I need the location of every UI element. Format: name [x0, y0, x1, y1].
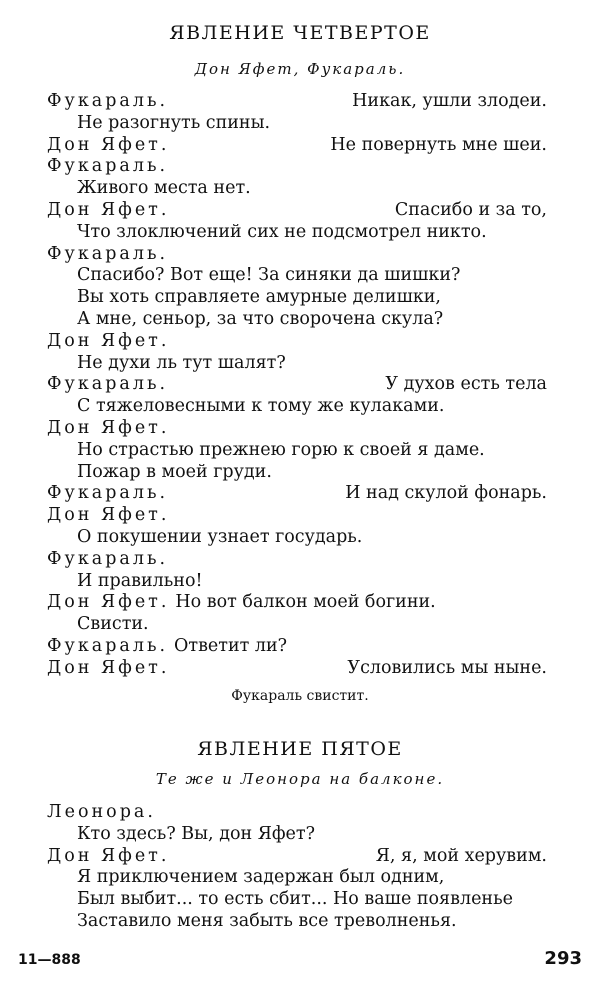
verse-line [47, 910, 547, 932]
speaker-name: Дон Яфет. [47, 505, 170, 526]
verse-line [47, 461, 547, 483]
speech-text: Что злоключений сих не подсмотрел никто. [77, 221, 487, 242]
speaker-name: Дон Яфет. [47, 200, 170, 220]
speech-text: Спасибо? Вот еще! За синяки да шишки? [77, 265, 461, 286]
speech-text: Я приключением задержан был одним, [77, 867, 445, 888]
speaker-name: Фукараль. [47, 91, 169, 111]
verse-line [47, 373, 547, 395]
verse-line [47, 591, 547, 613]
verse-line [47, 395, 547, 417]
verse-line [47, 482, 547, 504]
speech-text: Но страстью прежнею горю к своей я даме. [77, 439, 485, 460]
speaker-name: Фукараль. [47, 374, 169, 395]
speaker-name: Фукараль. [47, 243, 169, 264]
printer-signature: 11—888 [18, 952, 81, 968]
speech-text: Спасибо и за то, [394, 200, 547, 220]
speech-text: Никак, ушли злодеи. [352, 91, 547, 111]
verse-line [47, 352, 547, 374]
verse-line [47, 657, 547, 679]
verse-line [47, 823, 547, 845]
cast-list: Те же и Леонора на балконе. [155, 770, 445, 788]
verse-line [47, 134, 547, 156]
verse-line [47, 439, 547, 461]
speech-text: Но вот балкон моей богини. [175, 592, 436, 613]
verse-line [47, 866, 547, 888]
speaker-name: Фукараль. [47, 636, 169, 656]
stage-direction: Фукараль свистит. [231, 688, 369, 704]
verse-line [47, 221, 547, 243]
verse-line [47, 155, 547, 177]
verse-line [47, 308, 547, 330]
verse-line [47, 417, 547, 439]
verse-line [47, 613, 547, 635]
scene-title: ЯВЛЕНИЕ ЧЕТВЕРТОЕ [169, 22, 431, 44]
verse-line [47, 243, 547, 265]
verse-line [47, 177, 547, 199]
speech-text: Заставило меня забыть все треволненья. [77, 911, 457, 931]
speech-text: И над скулой фонарь. [345, 483, 547, 504]
speaker-name: Леонора. [47, 802, 156, 822]
verse-line [47, 635, 547, 657]
speaker-name: Дон Яфет. [47, 418, 170, 438]
speech-text: Условились мы ныне. [347, 657, 547, 678]
verse-line [47, 548, 547, 570]
speaker-name: Дон Яфет. [47, 592, 170, 613]
verse-line [47, 286, 547, 308]
speech-text: О покушении узнает государь. [77, 527, 363, 547]
speech-text: Не духи ль тут шалят? [77, 352, 286, 373]
speaker-name: Фукараль. [47, 548, 169, 569]
speech-text: Пожар в моей груди. [77, 461, 272, 482]
verse-line [47, 90, 547, 112]
speaker-name: Фукараль. [47, 483, 169, 504]
speech-text: А мне, сеньор, за что сворочена скула? [77, 309, 444, 329]
speech-text: С тяжеловесными к тому же кулаками. [77, 396, 445, 417]
speaker-name: Дон Яфет. [47, 134, 170, 155]
verse-line [47, 264, 547, 286]
speech-text: Был выбит... то есть сбит... Но ваше появленье [77, 889, 513, 910]
verse-line [47, 570, 547, 592]
speech-text: Не повернуть мне шеи. [330, 134, 547, 155]
verse-line [47, 845, 547, 867]
verse-line [47, 112, 547, 134]
speech-text: Живого места нет. [77, 178, 251, 199]
speech-text: Не разогнуть спины. [77, 112, 271, 133]
speaker-name: Дон Яфет. [47, 657, 170, 678]
speaker-name: Фукараль. [47, 156, 169, 177]
verse-line [47, 888, 547, 910]
speech-text: Кто здесь? Вы, дон Яфет? [77, 823, 315, 844]
speech-text: Вы хоть справляете амурные делишки, [77, 287, 441, 308]
speech-text: И правильно! [77, 570, 203, 591]
verse-line [47, 504, 547, 526]
verse-line [47, 330, 547, 352]
verse-line [47, 801, 547, 823]
scene-title: ЯВЛЕНИЕ ПЯТОЕ [197, 738, 403, 760]
cast-list: Дон Яфет, Фукараль. [194, 60, 406, 78]
speech-text: Я, я, мой херувим. [375, 845, 547, 866]
speaker-name: Дон Яфет. [47, 845, 170, 866]
page-number: 293 [544, 948, 582, 969]
speech-text: Свисти. [77, 614, 149, 635]
speech-text: У духов есть тела [385, 374, 547, 395]
speech-text: Ответит ли? [174, 636, 288, 656]
speaker-name: Дон Яфет. [47, 330, 170, 351]
verse-line [47, 199, 547, 221]
verse-line [47, 526, 547, 548]
